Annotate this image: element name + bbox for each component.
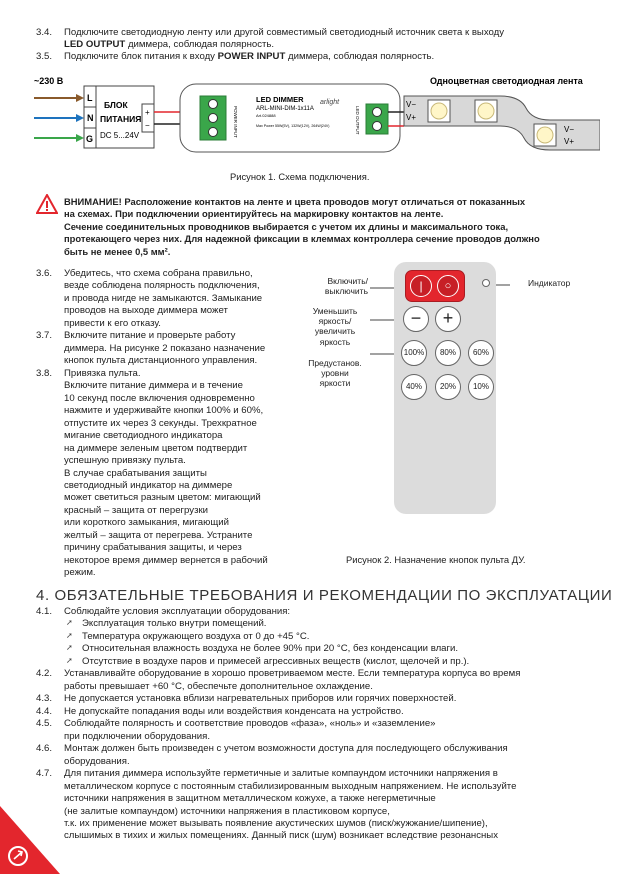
preset-100-button[interactable]: 100%	[401, 340, 427, 366]
terminal-n: N	[87, 113, 94, 123]
item-4-5: 4.5. Соблюдайте полярность и соответствие проводов «фаза», «ноль» и «заземление» при подключении оборудования.	[36, 718, 436, 742]
psu-dc-label: DC 5...24V	[100, 131, 140, 140]
list-item: ➚ Относительная влажность воздуха не более 90% при 20 °C, без конденсации влаги.	[64, 643, 600, 655]
item-4-1: 4.1. Соблюдайте условия эксплуатации оборудования:	[36, 606, 291, 617]
power-input-label: POWER INPUT	[217, 51, 286, 62]
psu-minus: −	[145, 121, 150, 130]
mains-voltage-label: ~230 В	[34, 76, 64, 86]
step-3-7: 3.7. Включите питание и проверьте работу диммера. На рисунке 2 показано назначение кнопок пульта дистанционного управления.	[36, 330, 266, 367]
strip-title: Одноцветная светодиодная лента	[430, 76, 583, 86]
preset-10-button[interactable]: 10%	[468, 374, 494, 400]
brightness-down-button[interactable]: −	[403, 306, 429, 332]
step-3-8: 3.8. Привязка пульта. Включите питание диммера и в течение 10 секунд после включения одновременно нажмите и удерживайте кнопки 100% и 60%, отпустите их через 3 секунды. Трехкратное мигание светодиодного индикатора на диммере зеленым цветом подтвердит успешную привязку пульта. В случае срабатывания защиты светодиодный индикатор на диммере может светиться разным цветом: мигающий красный – защита от перегрузки или короткого замыкания, мигающий желтый – защита от перегрева. Устраните причину срабатывания защиты, и через некоторое время диммер вернется в рабочий режим.	[36, 367, 268, 579]
section-4-body	[36, 606, 600, 843]
steps-mid	[36, 268, 306, 580]
step-number: 3.4.	[36, 27, 53, 38]
dimmer-power: Max Power 55W(5V), 132W(12V), 264W(24V)	[256, 124, 330, 128]
warning-text: ВНИМАНИЕ! Расположение контактов на ленте и цвета проводов могут отличаться от показанных на схемах. При подключении ориентируйтесь на маркировку контактов на ленте. Сечение соединительных проводников выбирается с учетом их длины и максимального тока, протекающего через них. Для надежной фиксации в клеммах контроллера сечение проводов должно быть не менее 0,5 мм².	[64, 196, 540, 257]
arrow-icon	[76, 94, 84, 102]
strip-vplus: V+	[406, 113, 417, 122]
section-4-title: 4. ОБЯЗАТЕЛЬНЫЕ ТРЕБОВАНИЯ И РЕКОМЕНДАЦИИ ПО ЭКСПЛУАТАЦИИ	[36, 587, 613, 604]
terminal-g: G	[86, 134, 94, 144]
step-text: Подключите светодиодную ленту или другой совместимый светодиодный источник света к выходу	[64, 27, 505, 38]
strip-vminus-right: V−	[564, 125, 575, 134]
item-4-6: 4.6. Монтаж должен быть произведен с учетом возможности доступа для последующего обслуживания оборудования.	[36, 743, 508, 767]
arrow-icon	[76, 114, 84, 122]
power-off-icon[interactable]: ○	[437, 275, 459, 297]
item-4-7: 4.7. Для питания диммера используйте герметичные и залитые компаундом источники напряжения в металлическом корпусе с постоянным стабилизированным выходным напряжением. Не используйте источники напряжения в защитном металлическом кожухе, а также негерметичные (не залитые компаундом) источники напряжения в пластиковом корпусе, т.к. их применение может вызывать появление акустических шумов (писк/жужжание/шипение), слышимых в тихих и жилых помещениях. Данный писк (шум) возникает вследствие резонансных	[36, 768, 517, 842]
label-brightness: Уменьшить яркость/ увеличить яркость	[312, 306, 358, 347]
list-item: ➚ Температура окружающего воздуха от 0 до +45 °C.	[64, 631, 600, 643]
dimmer-article: Art.024888	[256, 113, 276, 118]
preset-40-button[interactable]: 40%	[401, 374, 427, 400]
step-3-6: 3.6. Убедитесь, что схема собрана правильно, везде соблюдена полярность подключения, и провода нигде не замыкаются. Замыкание проводов на выходе диммера может привести к его отказу.	[36, 268, 263, 329]
led-output-label: LED OUTPUT	[64, 39, 126, 51]
conditions-list	[64, 618, 600, 668]
terminal-l: L	[87, 93, 93, 103]
dimmer-model: ARL-MINI-DIM-1x11A	[256, 106, 314, 112]
label-power: Включить/ выключить	[324, 276, 368, 297]
figure-1-caption: Рисунок 1. Схема подключения.	[230, 171, 370, 182]
power-on-icon[interactable]: |	[410, 275, 432, 297]
indicator-led	[482, 279, 490, 287]
dimmer-name: LED DIMMER	[256, 95, 304, 104]
brightness-up-button[interactable]: +	[435, 306, 461, 332]
psu-title-2: ПИТАНИЯ	[100, 114, 142, 124]
label-indicator: Индикатор	[528, 278, 571, 288]
list-item: ➚ Эксплуатация только внутри помещений.	[64, 618, 600, 630]
psu-plus: +	[145, 108, 150, 117]
led-output-vertical: LED OUTPUT	[355, 106, 360, 135]
label-presets: Предустанов. уровни яркости	[308, 358, 362, 389]
preset-60-button[interactable]: 60%	[468, 340, 494, 366]
arrow-icon	[76, 134, 84, 142]
step-number: 3.5.	[36, 51, 53, 62]
preset-20-button[interactable]: 20%	[435, 374, 461, 400]
preset-80-button[interactable]: 80%	[435, 340, 461, 366]
item-4-2: 4.2. Устанавливайте оборудование в хорошо проветриваемом месте. Если температура корпуса во время работы превышает +60 °C, обеспечьте дополнительное охлаждение.	[36, 668, 521, 692]
psu-title-1: БЛОК	[104, 100, 128, 110]
corner-logo	[0, 806, 60, 874]
wiring-diagram	[30, 72, 600, 172]
figure-2-caption: Рисунок 2. Назначение кнопок пульта ДУ.	[346, 554, 526, 565]
power-button-pad[interactable]	[405, 270, 465, 302]
item-4-4: 4.4. Не допускайте попадания воды или воздействия конденсата на устройство.	[36, 705, 404, 717]
item-4-3: 4.3. Не допускается установка вблизи нагревательных приборов или горячих поверхностей.	[36, 693, 457, 705]
brand-logo: arlight	[320, 99, 340, 106]
warning-icon	[36, 194, 58, 214]
list-item: ➚ Отсутствие в воздухе паров и примесей агрессивных веществ (кислот, щелочей и пр.).	[64, 656, 600, 668]
strip-vplus-right: V+	[564, 137, 575, 146]
power-input-vertical: POWER INPUT	[233, 106, 238, 138]
strip-vminus: V−	[406, 100, 417, 109]
